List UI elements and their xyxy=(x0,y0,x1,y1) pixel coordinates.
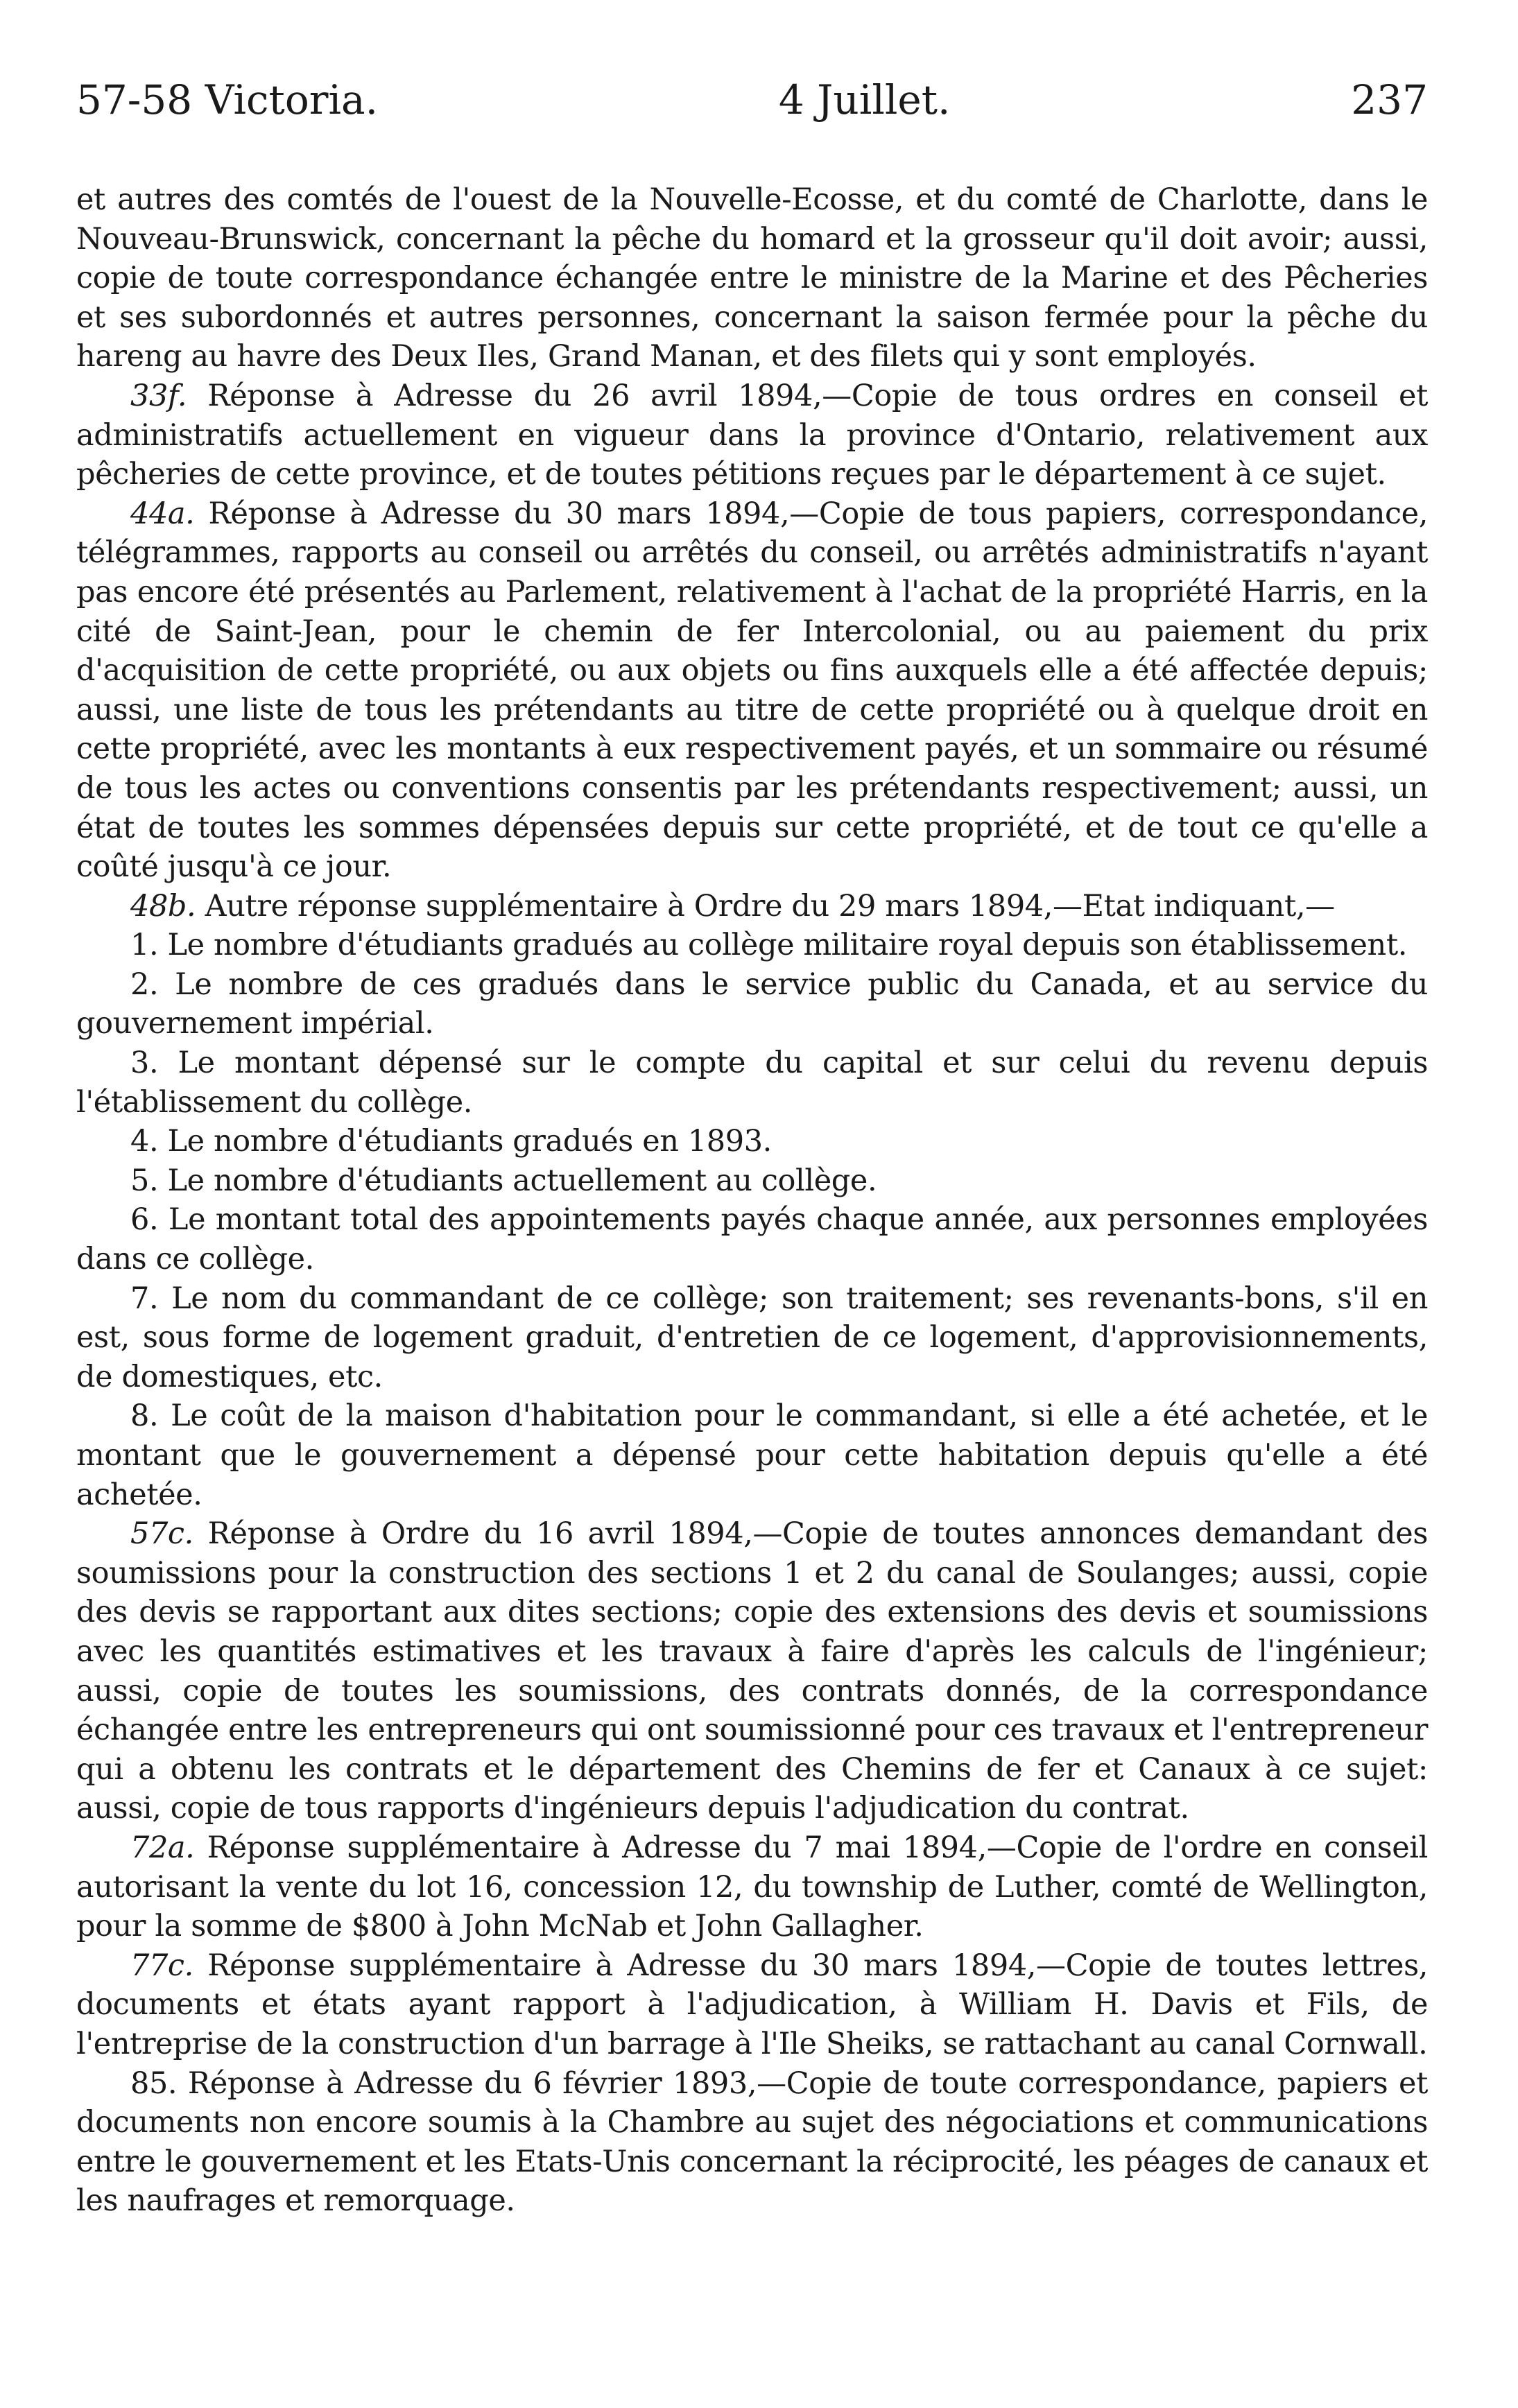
paragraph-number: 33f. xyxy=(130,378,187,413)
list-item: 5. Le nombre d'étudiants actuellement au collège. xyxy=(130,1163,877,1198)
paragraph-72a: 72a. Réponse supplémentaire à Adresse du 7 mai 1894,—Copie de l'ordre en conseil autorisant la vente du lot 16, concession 12, du township de Luther, comté de Wellington, pour la somme de $800 à John McNab et John Gallagher. xyxy=(76,1830,1428,1944)
paragraph-57c: 57c. Réponse à Ordre du 16 avril 1894,—Copie de toutes annonces demandant des soumissions pour la construction des sections 1 et 2 du canal de Soulanges; aussi, copie des devis se rapportant aux dites sections; copie des extensions des devis et soumissions avec les quantités estimatives et les travaux à faire d'après les calculs de l'ingénieur; aussi, copie de toutes les soumissions, des contrats donnés, de la correspondance échangée entre les entrepreneurs qui ont soumissionné pour ces travaux et l'entrepreneur qui a obtenu les contrats et le département des Chemins de fer et Canaux à ce sujet: aussi, copie de tous rapports d'ingénieurs depuis l'adjudication du contrat. xyxy=(76,1516,1428,1826)
paragraph-number: 57c. xyxy=(130,1516,193,1552)
paragraph-number: 44a. xyxy=(130,496,195,531)
paragraph-48b: 48b. Autre réponse supplémentaire à Ordre du 29 mars 1894,—Etat indiquant,— xyxy=(130,888,1335,924)
list-item: 8. Le coût de la maison d'habitation pour le commandant, si elle a été achetée, et le montant que le gouvernement a dépensé pour cette habitation depuis qu'elle a été achetée. xyxy=(76,1398,1428,1512)
header-session: 57-58 Victoria. xyxy=(76,76,379,123)
paragraph-number: 72a. xyxy=(130,1830,195,1865)
paragraph-33f: 33f. Réponse à Adresse du 26 avril 1894,—Copie de tous ordres en conseil et administratifs actuellement en vigueur dans la province d'Ontario, relativement aux pêcheries de cette province, et de toutes pétitions reçues par le département à ce sujet. xyxy=(76,378,1428,492)
document-body xyxy=(76,180,1428,2221)
paragraph-85: 85. Réponse à Adresse du 6 février 1893,—Copie de toute correspondance, papiers et documents non encore soumis à la Chambre au sujet des négociations et communications entre le gouvernement et les Etats-Unis concernant la réciprocité, les péages de canaux et les naufrages et remorquage. xyxy=(76,2065,1428,2219)
list-item: 3. Le montant dépensé sur le compte du capital et sur celui du revenu depuis l'établissement du collège. xyxy=(76,1046,1428,1120)
list-item: 1. Le nombre d'étudiants gradués au collège militaire royal depuis son établissement. xyxy=(130,928,1407,963)
paragraph-continuation: et autres des comtés de l'ouest de la Nouvelle-Ecosse, et du comté de Charlotte, dans le Nouveau-Brunswick, concernant la pêche du homard et la grosseur qu'il doit avoir; aussi, copie de toute correspondance échangée entre le ministre de la Marine et des Pêcheries et ses subordonnés et autres personnes, concernant la saison fermée pour la pêche du hareng au havre des Deux Iles, Grand Manan, et des filets qui y sont employés. xyxy=(76,182,1428,374)
header-page-number: 237 xyxy=(1351,76,1428,123)
paragraph-77c: 77c. Réponse supplémentaire à Adresse du 30 mars 1894,—Copie de toutes lettres, documents et états ayant rapport à l'adjudication, à William H. Davis et Fils, de l'entreprise de la construction d'un barrage à l'Ile Sheiks, se rattachant au canal Cornwall. xyxy=(76,1948,1428,2061)
list-item: 2. Le nombre de ces gradués dans le service public du Canada, et au service du gouvernement impérial. xyxy=(76,967,1428,1041)
paragraph-number: 48b. xyxy=(130,888,196,924)
list-item: 7. Le nom du commandant de ce collège; son traitement; ses revenants-bons, s'il en est, sous forme de logement graduit, d'entretien de ce logement, d'approvisionnements, de domestiques, etc. xyxy=(76,1281,1428,1394)
list-item: 4. Le nombre d'étudiants gradués en 1893. xyxy=(130,1124,772,1159)
paragraph-number: 77c. xyxy=(130,1948,193,1983)
header-date: 4 Juillet. xyxy=(778,76,951,123)
list-item: 6. Le montant total des appointements payés chaque année, aux personnes employées dans ce collège. xyxy=(76,1202,1428,1277)
paragraph-44a: 44a. Réponse à Adresse du 30 mars 1894,—Copie de tous papiers, correspondance, télégrammes, rapports au conseil ou arrêtés du conseil, ou arrêtés administratifs n'ayant pas encore été présentés au Parlement, relativement à l'achat de la propriété Harris, en la cité de Saint-Jean, pour le chemin de fer Intercolonial, ou au paiement du prix d'acquisition de cette propriété, ou aux objets ou fins auxquels elle a été affectée depuis; aussi, une liste de tous les prétendants au titre de cette propriété ou à quelque droit en cette propriété, avec les montants à eux respectivement payés, et un sommaire ou résumé de tous les actes ou conventions consentis par les prétendants respectivement; aussi, un état de toutes les sommes dépensées depuis sur cette propriété, et de tout ce qu'elle a coûté jusqu'à ce jour. xyxy=(76,496,1428,885)
page-header xyxy=(76,76,1428,153)
